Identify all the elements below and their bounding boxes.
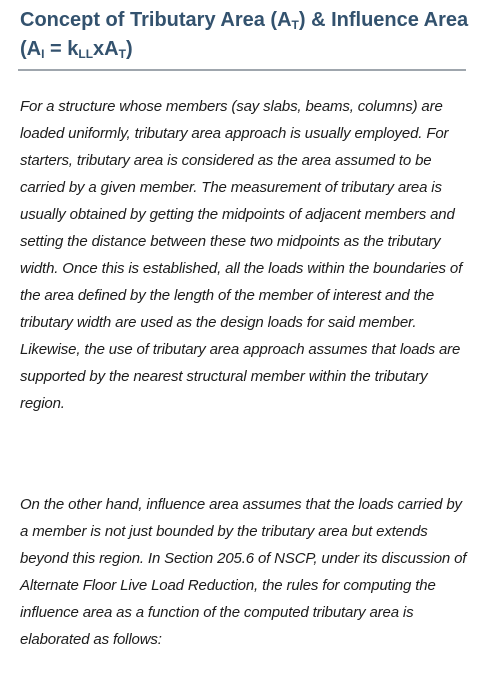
heading-subscript: LL (78, 47, 94, 61)
heading-subscript: T (118, 47, 126, 61)
heading-text: Concept of Tributary Area (A (20, 9, 292, 31)
heading-text: = k (44, 38, 79, 60)
heading-subscript: I (41, 47, 45, 61)
paragraph-influence-area: On the other hand, influence area assumes that the loads carried by a member is not just bounded by the tributary area but extends beyond this region. In Section 205.6 of NSCP, under its discussion of Alternate Floor Live Load Reduction, the rules for computing the influence area as a function of the computed tributary area is elaborated as follows: (20, 496, 467, 648)
heading-subscript: T (291, 18, 299, 32)
section-heading (20, 6, 470, 64)
paragraph-tributary-area: For a structure whose members (say slabs, beams, columns) are loaded uniformly, tributary area approach is usually employed. For starters, tributary area is considered as the area assumed to be carried by a given member. The measurement of tributary area is usually obtained by getting the midpoints of adjacent members and setting the distance between these two midpoints as the tributary width. Once this is established, all the loads within the boundaries of the area defined by the length of the member of interest and the tributary width are used as the design loads for said member. Likewise, the use of tributary area approach assumes that loads are supported by the nearest structural member within the tributary region. (20, 98, 463, 412)
heading-text: ) & Influence Area (A (20, 9, 469, 60)
heading-divider (18, 69, 466, 71)
heading-text: ) (125, 38, 133, 60)
heading-text: xA (93, 38, 119, 60)
